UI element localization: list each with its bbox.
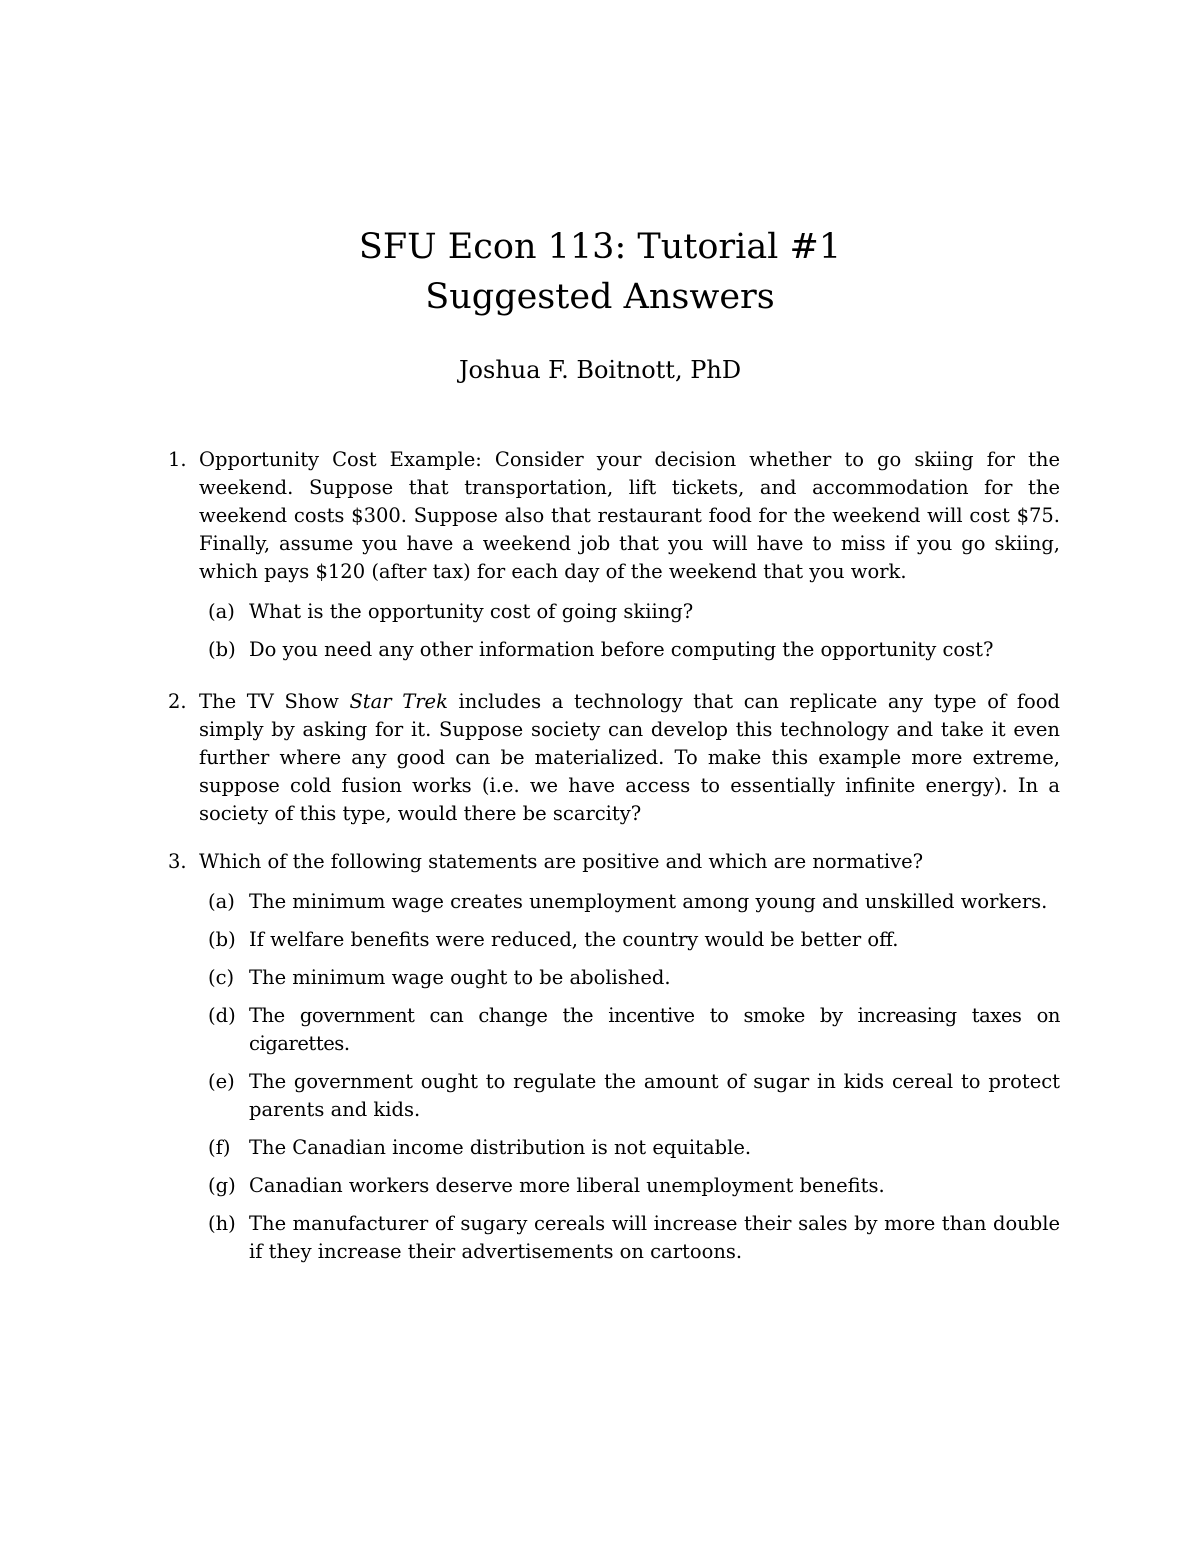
sub-question	[199, 636, 1060, 664]
sub-question-label: (f)	[208, 1136, 231, 1159]
title-line-1: SFU Econ 113: Tutorial #1	[358, 227, 842, 267]
sub-question	[199, 964, 1060, 992]
question-text-part: The TV Show	[199, 690, 350, 713]
sub-question-text: What is the opportunity cost of going skiing?	[249, 600, 694, 623]
sub-question-text: The minimum wage creates unemployment among young and unskilled workers.	[249, 890, 1048, 913]
sub-question-text: The government ought to regulate the amount of sugar in kids cereal to protect parents and kids.	[249, 1070, 1060, 1121]
sub-question-list	[199, 598, 1060, 664]
sub-question	[199, 1068, 1060, 1124]
question-number: 3.	[168, 850, 187, 873]
sub-question-text: The government can change the incentive to smoke by increasing taxes on cigarettes.	[249, 1004, 1060, 1055]
sub-question-text: If welfare benefits were reduced, the country would be better off.	[249, 928, 899, 951]
sub-question-text: Do you need any other information before computing the opportunity cost?	[249, 638, 994, 661]
sub-question-label: (b)	[208, 928, 236, 951]
sub-question-text: The minimum wage ought to be abolished.	[249, 966, 671, 989]
sub-question-text: The manufacturer of sugary cereals will increase their sales by more than double if they increase their advertisements on cartoons.	[249, 1212, 1060, 1263]
question-number: 1.	[168, 448, 187, 471]
sub-question-list	[199, 888, 1060, 1266]
sub-question	[199, 1134, 1060, 1162]
show-title: Star Trek	[349, 690, 448, 713]
question-text: Opportunity Cost Example: Consider your decision whether to go skiing for the weekend. Suppose that transportation, lift tickets, and accommodation for the weekend costs $300. Suppose also that restaurant food for the weekend will cost $75. Finally, assume you have a weekend job that you will have to miss if you go skiing, which pays $120 (after tax) for each day of the weekend that you work.	[199, 448, 1060, 583]
question-list	[168, 446, 1060, 1286]
title-line-2: Suggested Answers	[425, 277, 775, 317]
sub-question	[199, 926, 1060, 954]
question-1	[168, 446, 1060, 664]
sub-question-label: (b)	[208, 638, 236, 661]
question-number: 2.	[168, 690, 187, 713]
question-3	[168, 848, 1060, 1266]
sub-question	[199, 1210, 1060, 1266]
sub-question-label: (g)	[208, 1174, 236, 1197]
sub-question	[199, 1002, 1060, 1058]
sub-question	[199, 888, 1060, 916]
question-text	[199, 688, 1060, 828]
sub-question-label: (h)	[208, 1212, 236, 1235]
author-name: Joshua F. Boitnott, PhD	[458, 356, 742, 384]
sub-question	[199, 1172, 1060, 1200]
question-text: Which of the following statements are positive and which are normative?	[199, 850, 924, 873]
question-2	[168, 688, 1060, 828]
sub-question-label: (c)	[208, 966, 235, 989]
sub-question-label: (a)	[208, 600, 235, 623]
sub-question-text: Canadian workers deserve more liberal unemployment benefits.	[249, 1174, 885, 1197]
sub-question-label: (d)	[208, 1004, 236, 1027]
sub-question-text: The Canadian income distribution is not equitable.	[249, 1136, 752, 1159]
sub-question	[199, 598, 1060, 626]
document-title	[0, 222, 1200, 322]
sub-question-label: (a)	[208, 890, 235, 913]
question-text-part: includes a technology that can replicate any type of food simply by asking for it. Suppose society can develop this technology and take it even further where any good can be materialized. To make this example more extreme, suppose cold fusion works (i.e. we have access to essentially infinite energy). In a society of this type, would there be scarcity?	[199, 690, 1060, 825]
sub-question-label: (e)	[208, 1070, 235, 1093]
